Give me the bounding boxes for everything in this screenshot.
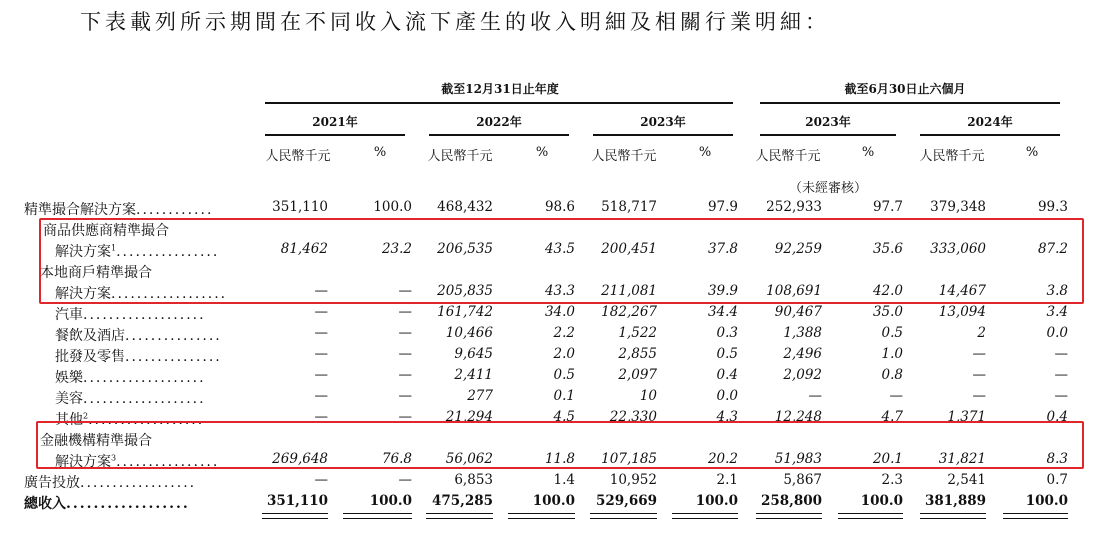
table-cell: 99.3: [1037, 199, 1068, 215]
row-label-text: 批發及零售: [55, 349, 125, 365]
table-cell: 0.0: [1046, 325, 1068, 341]
row-label-text: 廣告投放: [24, 475, 80, 491]
table-cell: 76.8: [381, 451, 412, 467]
double-underline: [920, 518, 986, 519]
table-cell: 2.1: [716, 472, 738, 488]
table-cell: 23.2: [381, 241, 412, 257]
table-cell: —: [398, 325, 412, 341]
leader-dots: ............: [136, 202, 214, 218]
table-cell: —: [314, 325, 328, 341]
table-cell: 2.3: [881, 472, 903, 488]
table-cell: —: [1054, 388, 1068, 404]
table-cell: 3.8: [1046, 283, 1068, 299]
table-cell: —: [398, 367, 412, 383]
table-cell: 2.2: [553, 325, 575, 341]
row-label-text: 解決方案: [55, 286, 111, 302]
highlight-box-goods-local: [39, 218, 1084, 304]
double-underline: [590, 513, 657, 514]
table-cell: —: [972, 346, 986, 362]
table-cell: 90,467: [774, 304, 822, 320]
table-cell: —: [1054, 346, 1068, 362]
table-cell: 4.5: [553, 409, 575, 425]
row-label-text: 餐飲及酒店: [55, 328, 125, 344]
table-cell: —: [398, 409, 412, 425]
unit-rmb: 人民幣千元: [427, 149, 493, 164]
table-cell: 92,259: [774, 241, 822, 257]
table-cell: 2,097: [618, 367, 657, 383]
unit-pct: %: [535, 145, 549, 160]
row-label-text: 精準撮合解決方案: [24, 202, 136, 218]
unit-pct: %: [698, 145, 712, 160]
h1-period-label: 截至6月30日止六個月: [844, 82, 966, 96]
row-label-text: 美容: [55, 391, 83, 407]
double-underline: [262, 513, 328, 514]
table-cell: 1,371: [947, 409, 986, 425]
row-label: [55, 304, 206, 324]
row-label-text: 解決方案: [55, 454, 111, 470]
leader-dots: ...................: [83, 370, 206, 386]
year-2024-h1-rule: [920, 134, 1060, 136]
table-cell: 13,094: [938, 304, 986, 320]
double-underline: [1003, 518, 1068, 519]
table-cell: —: [314, 283, 328, 299]
table-cell: 10: [639, 388, 657, 404]
table-cell: 20.1: [872, 451, 903, 467]
table-cell: 100.0: [860, 493, 903, 509]
table-cell: 2: [977, 325, 986, 341]
table-cell: 4.7: [881, 409, 903, 425]
table-cell: 42.0: [872, 283, 903, 299]
table-cell: 10,466: [445, 325, 493, 341]
table-cell: 379,348: [930, 199, 986, 215]
table-cell: 34.0: [544, 304, 575, 320]
table-cell: 258,800: [760, 493, 822, 509]
table-cell: 31,821: [938, 451, 986, 467]
table-cell: 0.5: [881, 325, 903, 341]
unit-pct: %: [861, 145, 875, 160]
table-cell: 475,285: [431, 493, 493, 509]
table-cell: —: [314, 346, 328, 362]
table-cell: 351,110: [272, 199, 328, 215]
double-underline: [262, 518, 328, 519]
double-underline: [508, 513, 575, 514]
table-cell: 0.5: [716, 346, 738, 362]
double-underline: [426, 513, 493, 514]
leader-dots: ...................: [83, 391, 206, 407]
table-cell: 381,889: [924, 493, 986, 509]
table-cell: 11.8: [544, 451, 575, 467]
year-2023-h1-rule: [760, 134, 896, 136]
table-cell: 161,742: [437, 304, 493, 320]
double-underline: [426, 518, 493, 519]
table-cell: 97.9: [707, 199, 738, 215]
table-cell: 8.3: [1046, 451, 1068, 467]
table-cell: 35.0: [872, 304, 903, 320]
table-cell: 22,330: [609, 409, 657, 425]
table-cell: 3.4: [1046, 304, 1068, 320]
table-cell: —: [972, 367, 986, 383]
fy-period-rule: [265, 102, 733, 104]
table-cell: —: [398, 388, 412, 404]
leader-dots: ..................: [80, 475, 197, 491]
leader-dots: ...............: [125, 328, 222, 344]
unit-rmb: 人民幣千元: [265, 149, 331, 164]
row-label-text: 汽車: [55, 307, 83, 323]
table-cell: 81,462: [280, 241, 328, 257]
leader-dots: ...............: [125, 349, 222, 365]
table-cell: 100.0: [695, 493, 738, 509]
table-cell: 98.6: [544, 199, 575, 215]
year-2024-h1: 2024年: [967, 115, 1013, 129]
table-cell: —: [808, 388, 822, 404]
row-label-text: 金融機構精準撮合: [40, 433, 152, 449]
double-underline: [343, 513, 412, 514]
table-cell: 211,081: [601, 283, 657, 299]
double-underline: [838, 513, 903, 514]
table-cell: 14,467: [938, 283, 986, 299]
table-cell: —: [398, 304, 412, 320]
table-cell: 2,496: [783, 346, 822, 362]
row-label: [24, 472, 196, 492]
table-cell: —: [314, 409, 328, 425]
highlight-box-financial: [36, 421, 1084, 469]
table-cell: 1,522: [618, 325, 657, 341]
table-cell: 10,952: [609, 472, 657, 488]
row-label: [24, 199, 213, 219]
table-cell: 0.7: [1046, 472, 1068, 488]
table-cell: 0.3: [716, 325, 738, 341]
table-cell: 0.0: [716, 388, 738, 404]
year-2023-fy: 2023年: [640, 115, 686, 129]
table-cell: 2,541: [947, 472, 986, 488]
double-underline: [508, 518, 575, 519]
table-cell: —: [314, 367, 328, 383]
row-label: [55, 388, 206, 408]
double-underline: [590, 518, 657, 519]
table-cell: —: [398, 346, 412, 362]
table-cell: 333,060: [930, 241, 986, 257]
unit-pct: %: [1025, 145, 1039, 160]
leader-dots: ................: [116, 454, 220, 470]
table-cell: —: [398, 472, 412, 488]
table-cell: 35.6: [872, 241, 903, 257]
table-cell: 12,248: [774, 409, 822, 425]
table-cell: 269,648: [272, 451, 328, 467]
table-cell: 56,062: [445, 451, 493, 467]
table-cell: 100.0: [532, 493, 575, 509]
table-cell: 200,451: [601, 241, 657, 257]
year-2023-fy-rule: [593, 134, 733, 136]
leader-dots: ..................: [88, 412, 205, 428]
table-cell: —: [314, 472, 328, 488]
table-cell: 468,432: [437, 199, 493, 215]
year-2021: 2021年: [312, 115, 358, 129]
table-cell: 108,691: [766, 283, 822, 299]
table-cell: 0.5: [553, 367, 575, 383]
table-cell: 97.7: [872, 199, 903, 215]
fy-period-label: 截至12月31日止年度: [441, 82, 559, 96]
footnote-marker: 3: [111, 453, 117, 463]
table-cell: 182,267: [601, 304, 657, 320]
double-underline: [756, 518, 822, 519]
year-2023-h1: 2023年: [805, 115, 851, 129]
table-cell: 0.4: [716, 367, 738, 383]
table-cell: 39.9: [707, 283, 738, 299]
table-cell: 1.4: [553, 472, 575, 488]
table-cell: 100.0: [373, 199, 412, 215]
table-cell: 107,185: [601, 451, 657, 467]
table-cell: 2,092: [783, 367, 822, 383]
table-cell: 529,669: [595, 493, 657, 509]
table-cell: 43.5: [544, 241, 575, 257]
year-2021-rule: [265, 134, 405, 136]
table-cell: 2,411: [454, 367, 493, 383]
table-cell: —: [1054, 367, 1068, 383]
table-cell: 2.0: [553, 346, 575, 362]
leader-dots: ..................: [66, 496, 190, 512]
table-cell: 205,835: [437, 283, 493, 299]
leader-dots: ...................: [83, 307, 206, 323]
footnote-marker: 1: [111, 243, 117, 253]
table-cell: 43.3: [544, 283, 575, 299]
table-cell: 100.0: [1025, 493, 1068, 509]
unaudited-note: （未經審核）: [788, 181, 867, 196]
double-underline: [920, 513, 986, 514]
table-cell: —: [889, 388, 903, 404]
double-underline: [756, 513, 822, 514]
table-cell: 87.2: [1037, 241, 1068, 257]
leader-dots: ................: [116, 244, 220, 260]
row-label: [55, 346, 222, 366]
table-cell: 518,717: [601, 199, 657, 215]
table-cell: 100.0: [369, 493, 412, 509]
table-cell: 51,983: [774, 451, 822, 467]
row-label-text: 商品供應商精準撮合: [43, 223, 169, 239]
table-cell: —: [972, 388, 986, 404]
table-cell: 37.8: [707, 241, 738, 257]
leader-dots: ..................: [111, 286, 228, 302]
table-cell: 9,645: [454, 346, 493, 362]
table-cell: 34.4: [707, 304, 738, 320]
table-cell: 6,853: [454, 472, 493, 488]
table-cell: —: [398, 283, 412, 299]
h1-period-rule: [760, 102, 1060, 104]
page-heading: 下表載列所示期間在不同收入流下產生的收入明細及相關行業明細：: [80, 10, 830, 34]
double-underline: [1003, 513, 1068, 514]
table-cell: 1,388: [783, 325, 822, 341]
footnote-marker: 2: [83, 411, 89, 421]
unit-rmb: 人民幣千元: [755, 149, 821, 164]
row-label-text: 其他: [55, 412, 83, 428]
table-cell: —: [314, 388, 328, 404]
table-cell: —: [314, 304, 328, 320]
unit-rmb: 人民幣千元: [919, 149, 985, 164]
year-2022: 2022年: [476, 115, 522, 129]
table-cell: 277: [467, 388, 493, 404]
unit-pct: %: [373, 145, 387, 160]
table-cell: 20.2: [707, 451, 738, 467]
row-label: [55, 325, 222, 345]
row-label-text: 娛樂: [55, 370, 83, 386]
row-label: [55, 367, 206, 387]
table-cell: 2,855: [618, 346, 657, 362]
double-underline: [343, 518, 412, 519]
table-cell: 206,535: [437, 241, 493, 257]
table-cell: 21,294: [445, 409, 493, 425]
table-cell: 4.3: [716, 409, 738, 425]
table-cell: 252,933: [766, 199, 822, 215]
table-cell: 351,110: [266, 493, 328, 509]
unit-rmb: 人民幣千元: [591, 149, 657, 164]
year-2022-rule: [429, 134, 569, 136]
double-underline: [672, 518, 738, 519]
double-underline: [672, 513, 738, 514]
row-label-text: 解決方案: [55, 244, 111, 260]
table-cell: 0.8: [881, 367, 903, 383]
table-cell: 0.1: [553, 388, 575, 404]
table-cell: 5,867: [783, 472, 822, 488]
row-label-text: 總收入: [24, 496, 66, 512]
double-underline: [838, 518, 903, 519]
row-label-text: 本地商戶精準撮合: [40, 265, 152, 281]
table-cell: 1.0: [881, 346, 903, 362]
table-cell: 0.4: [1046, 409, 1068, 425]
row-label: [24, 493, 190, 513]
